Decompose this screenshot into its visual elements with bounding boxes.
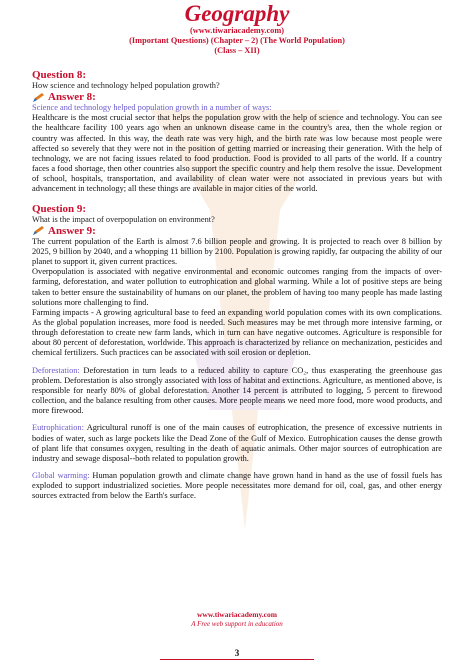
page-number-underline [160,659,314,660]
question-8-text: How science and technology helped population growth? [32,81,220,90]
answer-8-label: Answer 8: [48,91,96,104]
answer-9-heading [32,225,442,237]
footer-tagline: A Free web support in education [191,620,283,628]
header-url[interactable]: (www.tiwariacademy.com) [189,26,284,35]
page-title: Geography [184,1,290,26]
answer-9-paragraph-2: Overpopulation is associated with negative environmental and economic outcomes ranging from the impacts of over-farming, deforestation, and water pollution to eutrophication and global warming. While a lot of positive steps are being taken to better ensure the sustainability of humans on our planet, the problem of having too many people has made lasting solutions more challenging to find. [32,267,442,307]
eutrophication-label: Eutrophication: [32,423,84,433]
question-9-heading: Question 9: [32,202,87,215]
page-header [0,0,474,56]
eutrophication-paragraph [32,423,442,464]
answer-9-label: Answer 9: [48,224,96,237]
eutrophication-text: Agricultural runoff is one of the main causes of eutrophication, the presence of excessive nutrients in bodies of water, such as large pockets like the Dead Zone of the Gulf of Mexico. Eutrophication causes the dense growth of plant life that consumes oxygen, resulting in the death of aquatic animals. Other major sources of eutrophication are industry and sewage disposal--both related to population growth. [32,423,442,463]
answer-8-heading [32,91,442,103]
pencil-icon [32,92,46,103]
answer-9-paragraph-1: The current population of the Earth is almost 7.6 billion people and growing. It is projected to reach over 8 billion by 2025, 9 billion by 2040, and a whopping 11 billion by 2100. Population is growing rapidly, far outpacing the ability of our planet to support it, given current practices. [32,236,442,267]
global-warming-text: Human population growth and climate change have grown hand in hand as the use of fossil fuels has exploded to support industrialized societies. More people necessitates more demand for oil, coal, gas, and other energy sources extracted from below the Earth's surface. [32,471,442,501]
deforestation-paragraph [32,366,442,417]
document-body [32,69,442,501]
answer-9-paragraph-3: Farming impacts - A growing agricultural base to feed an expanding world population comes with its own complications. As the global population increases, more food is needed. Such measures may be met through more intensive farming, or through deforestation to create new farm lands, which in turn can have negative outcomes. Agriculture is responsible for about 80 percent of deforestation, worldwide. This approach is characterized by reliance on mechanization, pesticides and chemical fertilizers. Such practices can be associated with soil erosion or depletion. [32,307,442,358]
deforestation-text: Deforestation in turn leads to a reduced ability to capture CO₂, thus exasperating the greenhouse gas problem. Deforestation is also strongly associated with loss of habitat and extinctions. Agriculture, as mentioned above, is responsible for nearly 80% of global deforestation. Another 14 percent is attributed to logging, 5 percent to firewood collection, and the balance resulting from other causes. More people means we need more food, more wood products, and more firewood. [32,365,442,416]
header-class: (Class – XII) [214,46,260,55]
global-warming-paragraph [32,471,442,501]
footer-url[interactable]: www.tiwariacademy.com [197,610,277,619]
pencil-icon [32,225,46,236]
question-8-heading: Question 8: [32,69,87,81]
page-number: 3 [234,648,240,658]
deforestation-label: Deforestation: [32,365,80,375]
page-footer [0,610,474,628]
header-subtitle: (Important Questions) (Chapter – 2) (The World Population) [129,36,345,45]
global-warming-label: Global warming: [32,471,90,480]
answer-8-lead: Science and technology helped population growth in a number of ways: [32,103,272,113]
answer-8-paragraph: Healthcare is the most crucial sector that helps the population grow with the help of science and technology. You can see the healthcare facility 100 years ago when an unknown disease came in the country's area, then the whole region or country was affected. In this way, the death rate was very high, and the birth rate was low because most people were affected so severely that they were not in the position of getting married or increasing their generation. With the help of technology, we are not facing issues related to food production. Food is provided to all parts of the world. If a country faces a food shortage, then other countries also support the specific country and help them resolve the issue. Development of school, hospitals, transportation, and availability of clean water were not associated in previous years but with advancement in technology; all these things are available in major cities of the world. [32,113,442,194]
question-9-text: What is the impact of overpopulation on environment? [32,214,215,224]
